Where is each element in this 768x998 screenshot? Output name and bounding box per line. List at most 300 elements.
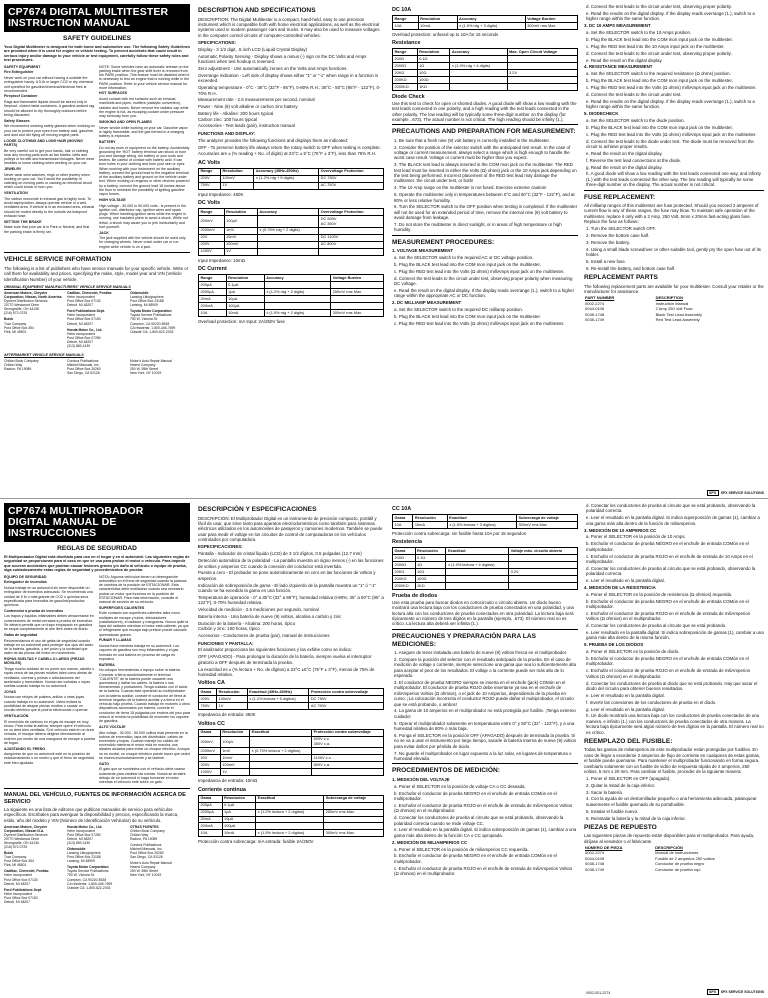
parts-cell: Red Test Lead Assembly <box>655 317 700 323</box>
list-item: a. Poner el SELECTOR en la posición de voltaje CA o CC deseada. <box>394 783 526 789</box>
es-spx-logo: SPX SPX SERVICE SOLUTIONS <box>707 989 764 995</box>
es-oem-addresses <box>4 825 190 906</box>
table-cell: 1KΩ <box>415 583 446 590</box>
table-note: Protección contra sobrecarga: sin fusible hasta 10A por 15 segundos <box>392 531 526 536</box>
table-cell: 20KΩ <box>393 569 416 576</box>
safety-item-text: Los trapos y líquidos inflamables deben almacenarse en contenedores de metal cerrados a prueba de incendios. Se deberá permitir que un trapo empapado en gasolina se seque completamente al aire libre antes de tirarlo. <box>4 614 94 632</box>
table-header: Gama <box>393 548 416 555</box>
table-cell <box>257 234 318 241</box>
publisher-name: Buick <box>4 851 14 856</box>
en-oem-addresses <box>4 291 190 350</box>
table-cell <box>324 816 384 823</box>
es-dc10-table <box>392 506 578 536</box>
list-item: 6. Re-install the battery, and bottom case half. <box>586 265 676 271</box>
en-oem-heading: ORIGINAL EQUIPMENT MANUFACTURERS' VEHICLE SERVICE MANUALS <box>4 285 131 290</box>
address-column <box>4 825 64 906</box>
table-cell <box>264 296 331 303</box>
es-column-2 <box>198 503 384 846</box>
en-aftermarket-addresses <box>4 359 190 375</box>
safety-equipment-heading: SAFETY EQUIPMENT <box>4 64 41 69</box>
en-spec-list <box>198 47 384 129</box>
list-item: 5. Operar el multiprobador solamente en temperaturas entre 0° y 50°C (32° - 122°F), y a una humedad relativa de 80% o más baja. <box>394 720 575 732</box>
safety-item-heading: JEWELRY <box>4 166 22 171</box>
table-cell: 2000μA <box>199 809 223 816</box>
table-row <box>393 63 578 70</box>
publisher-address: Cordura Publications Mitchell Manuals, Inc. Post Office Box 26260 San Diego, CA 92126 <box>67 358 101 376</box>
table-row <box>393 77 578 84</box>
list-item: g. Read the result on the digital display. <box>586 164 663 170</box>
table-cell: 10A <box>393 522 413 529</box>
table-cell: ± (1.5% rdg + 3 digits) <box>457 23 525 30</box>
safety-item-heading: SMOKING AND OPEN FLAMES <box>99 119 152 124</box>
address-column <box>130 825 190 906</box>
safety-item-heading: HIGH VOLTAGE <box>99 197 126 202</box>
list-item: c. Enchufar el conductor de prueba ROJO en el enchufe de entrada de 10 Amps en el multiprobador. <box>586 553 753 564</box>
list-item: e. Read the results on the digital display. If the display reads overrange (1.), switch to a higher range within the same function. <box>586 10 755 22</box>
en-safety-heading: SAFETY GUIDELINES <box>62 35 132 43</box>
table-header: Range <box>199 168 221 175</box>
es-safety-heading: REGLAS DE SEGURIDAD <box>57 545 137 553</box>
safety-item-text: The carbon monoxide in exhaust gas is highly toxic. To avoid asphyxiation, always operate vehicle in a well-ventilated area. If vehicle is in an enclosed area, exhaust should be routed directly to the outside via leakproof exhaust hose. <box>4 196 95 218</box>
publisher-name: American Motors, Chrysler Corporation, Nissan, North America <box>4 290 62 300</box>
table-header: Resolution <box>417 49 450 56</box>
table-cell: 10Ω <box>415 569 446 576</box>
table-row <box>393 569 578 576</box>
table-header: Accuracy <box>264 275 331 282</box>
table-cell: 200mV <box>199 216 225 228</box>
table-cell <box>264 282 331 289</box>
table-cell: 10mA <box>222 830 256 837</box>
table-cell: 10A <box>393 23 419 30</box>
table-row <box>199 769 384 776</box>
parts-header: NÚMERO DE PIEZA <box>585 844 623 850</box>
table-cell: DC 500V AC 350V <box>319 216 384 228</box>
table-cell: 2000Ω <box>393 63 418 70</box>
en-meas-1-list <box>392 255 578 299</box>
table-cell: 2000μA <box>199 289 227 296</box>
table-cell: 0.1Ω <box>415 555 446 562</box>
table-header: Protección contra sobrevoltaje <box>309 689 384 696</box>
table-cell: ± (1.0% rdg + 4 digits) <box>450 63 507 70</box>
publisher-address: Lansing Lithographers Post Office Box 23188 Lansing, MI 48909 <box>130 295 164 308</box>
table-cell: 10mA <box>226 309 264 316</box>
en-desc-text: DESCRIPTION: The Digital Multitester is a compact, hand-held, easy to use precision instrument which is compatible both with home electrical applications, as well as the electrical systems used in modern passenger cars and trucks. It may also be used to measure voltages in the computer control circuits of computer-controlled vehicles. <box>198 16 380 38</box>
publisher-name: OTRAS FUENTES <box>130 824 159 829</box>
table-cell <box>507 77 577 84</box>
safety-item-text: Nunca fume mientras trabaja en su automóvil. Los vapores de gasolina son muy inflamables y el gas formado en una batería en proceso de carga es explosivo. <box>99 644 180 661</box>
table-cell: 3.2V <box>509 569 578 576</box>
table-cell: 10A <box>199 830 223 837</box>
table-row <box>199 216 384 228</box>
table-row <box>199 755 384 762</box>
safety-item-text: High voltage - 30,000 to 50,000 volts - is present in the ignition coil, distributor cap, ignition wires and spark plugs. When handling ignition wires while the engine is running, use insulated pliers to avoid a shock. While not lethal, a shock may cause you to jerk involuntarily and hurt yourself. <box>99 203 188 229</box>
safety-item-heading: LOOSE CLOTHING AND LONG HAIR (MOVING PARTS) <box>4 138 83 147</box>
list-item: 1. Poner el SELECTOR en OFF (apagado). <box>586 775 671 781</box>
table-header: Resolution <box>220 168 253 175</box>
table-note: Overload protection: unfused up to 10A for 15 seconds <box>392 32 499 37</box>
list-item: d. Conectar los conductores de prueba al circuito que se está probando, observando la polaridad correcta. <box>586 503 756 514</box>
table-cell: ± (1.2% rdg + 2 digits) <box>264 289 331 296</box>
table-cell: 100mV <box>224 241 257 248</box>
es-meas-5-list <box>584 649 764 735</box>
table-row <box>393 555 578 562</box>
table-cell: 200Ω <box>393 555 416 562</box>
table-header: Gama <box>199 795 223 802</box>
list-item: c. Enchufar el conductor de prueba ROJO en el enchufe de entrada de miliAmperios Voltios (Ω ohmios) en el multiprobador. <box>394 865 573 876</box>
parts-row <box>584 318 764 323</box>
table-cell: 200mV <box>199 736 221 748</box>
table-cell: 100μV <box>224 216 257 228</box>
safety-item-text: El monóxido de carbono en el gas de escape es muy tóxico. Para evitar la asfixia, siempre opere el vehículo en un área bien ventilada. Si el vehículo está en un área cerrada, el escape deberá dirigirse directamente al exterior por medio de una manguera de escape a prueba de fugas. <box>4 719 95 745</box>
safety-item-text: Be very careful not to get your hands, hair or clothing near any moving parts such as fan blades, belts and pulleys or throttle and transmission linkages. Never wear neckties or loose clothing when working on your car. <box>4 148 95 166</box>
list-item: a. Set the SELECTOR switch to the required DC milliamp position. <box>394 307 524 313</box>
safety-item-text: Nunca use relojes de pulsera, anillos u otras joyas cuando trabaja en su automóvil. Usted evitará la posibilidad de atrapar piezas móviles o causar un circuito eléctrico que le podría electrocutar o quemar. <box>4 695 89 713</box>
spanish-manual <box>0 499 768 998</box>
table-cell <box>319 227 384 234</box>
table-cell: 2000Ω <box>393 562 416 569</box>
table-title: Resistance <box>392 40 421 47</box>
es-diode-heading: Prueba de diodos <box>392 593 438 600</box>
list-item: e. Leer el resultado en la pantalla digital. <box>586 578 665 583</box>
table-row <box>199 823 384 830</box>
table-cell <box>509 555 578 562</box>
en-dcv-table <box>198 200 384 263</box>
table-cell: 100μA <box>226 302 264 309</box>
list-item: Battery life - Alkaline: 200 hours typical Carbon zinc: 100 hours typical <box>198 111 274 122</box>
safety-item-heading: AJUSTANDO EL FRENO <box>4 746 46 751</box>
es-safety-intro: El Multiprobador Digital está diseñado para uso en el hogar y en el automóvil. Las siguientes reglas de seguridad se proporcionan para el caso en que se usa para probar el motor o vehículo. Para impedir que ocurran accidentes que podrían causar lesiones graves y/o daño al vehículo o equipo de prueba, siga cuidadosamente estas reglas de seguridad y procedimientos de prueba. <box>4 554 190 573</box>
table-cell: 1μA <box>222 809 256 816</box>
en-func-off: OFF - To preserve battery life always return the rotary switch to OFF when testing is complete. <box>198 144 381 150</box>
parts-cell: 0038-1748 <box>585 311 605 317</box>
table-row <box>199 248 384 255</box>
safety-item-text: Evite contacto con superficies calientes tales como múltiples de escape y tubos, silenciadores (catalizadores), el radiador y mangueras. Nunca quite la tapa del radiador mientras el motor está caliente, ya que el refrigerante que escapa bajo presión puede causarle quemaduras graves. <box>99 611 189 637</box>
list-item: b. Plug the BLACK test lead into the COM mon input jack on the multitester. <box>394 314 541 320</box>
table-cell: DC 750V <box>319 175 384 182</box>
en-fuse-text: All milliamp ranges of this multitester are fuse protected. Should you exceed 2 amperes of current flow in any of these ranges, the fuse may blow. To maintain safe operation of the multitester, replace it only with a 2 Amp, 250 Volt, 5mm x 20mm fast-acting glass fuse. Replace the fuse as follows: <box>584 203 759 225</box>
en-column-2 <box>198 4 384 326</box>
list-item: d. Connect the test leads to the circuit under test, observing proper polarity. <box>586 50 732 56</box>
publisher-address: Helm Incorporated Post Office Box 07130 Detroit, MI 48207 <box>67 295 101 308</box>
table-header: Exactitud <box>446 548 509 555</box>
table-header: Exactitud (45Hz-450Hz) <box>247 689 309 696</box>
list-item: h. Un diodo mostrará una lectura baja con los conductores de prueba conectados de una manera, e infinito (1.) con los conductores de prueba conectados de otra manera. La lectura baja típicamente será algún número de tres dígitos en la pantalla. El número real no es crítico. <box>586 713 764 735</box>
list-item: Display - 3 1/2 digit, .5 inch LCD (Liquid Crystal Display) <box>198 46 308 52</box>
table-note: Impedancia de entrada: 10mΩ <box>198 778 258 784</box>
table-row <box>199 703 384 710</box>
table-header: Resolución <box>415 548 446 555</box>
en-dc10-table <box>392 7 578 37</box>
table-header: Accuracy <box>457 16 525 23</box>
publisher-address: Helm Incorporated Post Office Box 07150 Detroit, MI 48207 <box>4 891 38 904</box>
es-c4-top-list <box>584 503 764 526</box>
table-cell <box>250 736 312 748</box>
safety-item-heading: Contenedor a prueba de incendios <box>4 608 64 613</box>
list-item: a. Poner el SELECTOR en la posición de miliamperios CC requerida. <box>394 846 529 852</box>
en-vehicle-heading: VEHICLE SERVICE INFORMATION <box>4 256 112 264</box>
table-title: CC 10A <box>392 506 412 512</box>
es-meas-heading: PROCEDIMIENTOS DE MEDICIÓN: <box>392 767 500 775</box>
list-item: b. Plug the BLACK test lead into the COM mon input jack on the multitester. <box>394 262 541 268</box>
table-cell: ± (0.75% rdg + 2 digits) <box>257 227 318 234</box>
table-cell: 200μA <box>199 282 227 289</box>
spec-table <box>392 514 578 529</box>
table-row <box>393 562 578 569</box>
table-note: Protección contra sobrecarga: mA entrada: fusible 2A/250V <box>198 839 314 845</box>
es-vehicle-heading: MANUAL DEL VEHÍCULO, FUENTES DE INFORMACIÓN ACERCA DE SERVICIO <box>4 791 186 805</box>
table-cell <box>250 755 312 762</box>
table-cell <box>450 70 507 77</box>
table-cell <box>331 302 384 309</box>
es-meas-3: 3. MEDICIÓN DE 10 AMPERIOS CC <box>584 527 657 533</box>
parts-cell: Instruction Manual <box>655 300 689 306</box>
en-safety-col-a <box>4 65 95 251</box>
parts-table <box>584 296 764 323</box>
es-prec-list <box>392 650 578 761</box>
table-cell: ± (1.0% lectura + 4 dígitos) <box>446 562 509 569</box>
table-header: Protección contra sobrevoltaje <box>312 729 384 736</box>
table-cell: ± (1.5% lectura + 3 dígitos) <box>447 522 516 529</box>
table-header: Range <box>199 209 225 216</box>
safety-item-heading: BATTERY <box>99 139 116 144</box>
list-item: Duración de la batería - Alcalina: 200 horas, típico Carbón y zinc: 100 horas, típico <box>198 620 296 632</box>
list-item: a. Poner el SELECTOR en la posición de diodo. <box>586 649 680 655</box>
list-item: 2. Remove the bottom case half. <box>586 232 650 238</box>
table-cell: 100Ω <box>415 576 446 583</box>
table-header: Range <box>199 275 227 282</box>
table-cell: 2000KΩ <box>393 583 416 590</box>
list-item: 5. Install a new fuse. <box>586 258 627 264</box>
table-cell: 100mV <box>220 762 249 769</box>
list-item: a. Set the SELECTOR switch to the required AC or DC voltage position. <box>394 255 534 261</box>
table-cell: 10mV <box>220 755 249 762</box>
safety-item-text: Never smoke while working on your car. Gasoline vapor is highly flammable, and the gas formed in a charging battery is explosive. <box>99 125 188 139</box>
spec-table <box>198 274 384 317</box>
safety-item-heading: JOYAS <box>4 689 16 694</box>
table-cell <box>324 802 384 809</box>
list-item: 7. No guarde el multiprobador en lugar expuesto a la luz solar, en lugares de temperatura o humedad elevada. <box>394 750 572 761</box>
table-cell: 200V <box>199 762 221 769</box>
safety-item-text: Rags and flammable liquids should be stored only in fireproof, closed metal containers. A gasoline-soaked rag should be allowed to dry thoroughly outdoors before being discarded. <box>4 100 95 117</box>
table-row <box>199 762 384 769</box>
list-item: f. Invertir las conexiones de los conductores de prueba en el diodo. <box>586 699 717 705</box>
safety-item-text: Do not lay tools or equipment on the battery. Accidentally grounding the 'HOT' battery terminal can shock or burn you and damage wiring, the battery or your tools and testers. Be careful of contact with battery acid. It can burn holes in your clothing and burn your skin or eyes. When working with your instrument on the auxiliary battery, connect the ground lead to the negative terminal of the auxiliary battery and ground on the vehicle under test. When working on engines or other devices powered by a battery, connect the ground lead 18 inches above the floor to minimize the possibility of igniting gasoline vapor fumes. <box>99 145 190 197</box>
safety-item-heading: HOT SURFACES <box>99 91 128 96</box>
es-fuse-text: Todas las gamas de miliamperios de este multiprobador están protegidas por fusibles. En caso de llegar a excederse 2 amperios de flujo de corriente en cualquiera de estas gamas, el fusible puede quemarse. Para mantener el multiprobador funcionando en forma segura, cambiarlo solamente con un fusible de vidrio de respuesta rápida de 2 amperios, 250 voltios, 5 mm x 20 mm. Para cambiar el fusible, proceder de la siguiente manera: <box>584 747 761 774</box>
table-cell: 10μA <box>222 816 256 823</box>
table-cell: ± (1.2% lectura + 2 dígitos) <box>256 809 324 816</box>
es-diode-text: Use esta prueba para buscar diodos en cortocircuito o circuito abierto. Un diodo bueno mostrará una lectura baja con los conductores de prueba conectados en una polaridad, y una lectura alta con los conductores de prueba conectados en otra polaridad. La lectura baja será típicamente un número de tres dígitos en la pantalla (ejemplo, .673). El número real no es crítico. La lectura alta deberá ser infinita (1.). <box>392 599 574 627</box>
en-meas-2: 2. DC MILLIAMP MEASUREMENT <box>392 300 462 306</box>
en-res-table <box>392 40 578 91</box>
list-item: c. Enchufar el conductor de prueba ROJO en el enchufe de entrada de miliAmperios Voltios (Ω ohmios) en el multiprobador. <box>586 610 751 622</box>
table-cell: 2000mV <box>199 227 225 234</box>
publisher-name: Toyota Motor Corporation <box>67 865 109 870</box>
list-item: b. Plug the BLACK test lead into the COM mon input jack on the multitester. <box>586 124 733 130</box>
safety-item-text: Recomendamos el uso de gafas de seguridad cuando trabaje en su automóvil para proteger sus ojos del ácido de la batería, gasolina, y del polvo y la suciedad que salen de las piezas del motor en movimiento. <box>4 638 94 656</box>
safety-item-text: Avoid contact with hot surfaces such as exhaust manifolds and pipes, mufflers (catalytic converters), radiator and hoses. Never remove the radiator cap while the engine is hot, as escaping coolant under pressure may seriously burn you. <box>99 97 189 119</box>
es-column-4 <box>584 503 764 875</box>
en-meas-1: 1. VOLTAGE MEASUREMENT <box>392 248 454 254</box>
publisher-name: Honda Motor Co., Ltd. <box>67 824 103 829</box>
publisher-address: Tuar Company Post Office Box 354 Flint, MI 48501 <box>4 855 34 868</box>
list-item: Temperatura de operación - 0° a 35°C (32° a 95°F), humedad relativa 0-80%; 35° a 50°C (95° a 122°F), 0-70% humedad relativa. <box>198 594 384 606</box>
table-row <box>199 302 384 309</box>
publisher-address: Helm Incorporated Post Office Box 07150 Detroit, MI 48207 <box>67 313 101 326</box>
safety-item-text: El gato que se suministra con el vehículo debe usarse solamente para cambiar las ruedas. Nunca se arrastre debajo de un automóvil ni haga funcionar el motor mientras el vehículo esté sobre un gato. <box>99 767 186 785</box>
table-title: Voltios CA <box>198 680 225 687</box>
es-acv-table <box>198 680 384 717</box>
es-fuse-heading: REEMPLAZO DEL FUSIBLE: <box>584 737 673 745</box>
table-cell: 1KΩ <box>417 84 450 91</box>
safety-item-text: Alto voltaje - 30.000 - 50.000 voltios está presente en la bobina de encendido, tapa del distribuidor, cables de encendido y bujías. Cuando maneje los cables de encendido mientras el motor está en marcha, use alicates aislados para evitar un choque eléctrico. Aunque no es mortal, un choque eléctrico puede hacer que usted se mueva involuntariamente y se lastime. <box>99 730 190 760</box>
table-cell: 1μA <box>226 289 264 296</box>
table-cell <box>509 583 578 590</box>
safety-item-text: The jack supplied with the vehicle should be used only for changing wheels. Never crawl under car or run engine while vehicle is on a jack. <box>99 236 186 249</box>
table-row <box>199 241 384 248</box>
publisher-address: Helm Incorporated Post Office Box 07280 Detroit, MI 48207 (313) 883-1430 <box>67 331 101 348</box>
en-meas-2-list <box>392 307 578 326</box>
table-cell: 0.1μA <box>222 802 256 809</box>
en-func-text: The analyzer provides the following functions and displays them as indicated: <box>198 137 349 143</box>
table-cell <box>450 56 507 63</box>
table-cell <box>312 748 384 755</box>
publisher-name: Ford Publications Dept. <box>4 887 43 892</box>
safety-item-text: NOTE: Some vehicles have an automatic release on the parking brake when the gear shift lever is removed from the PARK position. This feature must be disabled when it is necessary to test an engine that is running while in the PARK position. Refer to your vehicle service manual for more information. <box>99 64 190 90</box>
spec-table <box>198 168 384 190</box>
table-title: Voltios CC <box>198 720 225 727</box>
list-item: 4. The 10 Amp range on the multitester is not fused. Exercise extreme caution! <box>394 185 547 191</box>
list-item: 3. El conductor de prueba NEGRO siempre se inserta en el enchufe (jack) COMún en el multiprobador. El conductor de prueba ROJO debe insertarse ya sea en el enchufe de miliAmperios Voltios (Ω ohmios), o el jack de 10 Amperios, dependiendo de la prueba en curso. ¡La colocación incorrecta el conductor ROJO puede dañar el multiprobador, el circuito que se está probando, o ambos! <box>394 680 574 707</box>
es-func-off: OFF (APAGADO) - Para prolongar la duración de la batería, siempre vuelva el interruptor giratorio a OFF después de terminada la prueba. <box>198 654 372 665</box>
table-cell: 200mA <box>199 823 223 830</box>
table-title: Resistencia <box>392 539 422 546</box>
safety-item-heading: Fireproof Container <box>4 94 38 99</box>
en-safety-col-b <box>99 65 190 251</box>
parts-cell: Fusible de 2 amperios 250 voltios <box>655 855 715 861</box>
table-header: Resolution <box>226 275 264 282</box>
parts-cell: Conductor de prueba rojo <box>655 866 701 872</box>
parts-cell: 0044-0108 <box>585 306 605 312</box>
es-func-heading: FUNCIONES Y PANTALLA: <box>198 640 254 646</box>
list-item: 1. Be sure that a fresh nine (9) volt battery is correctly installed in the multitester. <box>394 137 550 143</box>
list-item: 3. Sacar la batería. <box>586 789 624 795</box>
table-cell: 10μA <box>226 296 264 303</box>
table-row <box>199 234 384 241</box>
list-item: Indicación de sobreposición de gama - El lado izquierdo de la pantalla muestra un "1" ó "-1" cuando se ha excedido la gama en una función. <box>198 582 377 594</box>
table-row <box>199 816 384 823</box>
es-column-3 <box>392 503 578 878</box>
table-cell: 200μA <box>199 802 223 809</box>
safety-item-text: Asegúrese de que su automóvil esté en la posición de estacionamiento o en neutro y que el freno de seguridad esté bien ajustado. <box>4 752 94 765</box>
table-row <box>199 296 384 303</box>
list-item: e. Leer el resultado en la pantalla digital. <box>586 692 665 698</box>
spec-table <box>198 729 384 776</box>
list-item: d. Connect the test leads to the circuit under test, observing proper polarity when measuring DC voltage. <box>394 275 573 287</box>
table-cell <box>450 84 507 91</box>
list-item: Puesta a cero - El probador se pone automáticamente en cero en las funciones de voltios y amperios. <box>198 570 376 581</box>
table-cell: ± (1.2% rdg + 5 digits) <box>254 175 319 182</box>
list-item: 4. Con la ayuda de un destornillador pequeño o una herramienta adecuada, palanquear suavemente el fusible quemado de su portafusible. <box>586 796 757 807</box>
publisher-name: Ford Publications Dept. <box>67 309 106 314</box>
en-column-1 <box>4 4 190 375</box>
table-header: Resolución <box>413 515 447 522</box>
publisher-name: Oldsmobile <box>67 847 86 851</box>
table-cell: 200Ω <box>393 56 418 63</box>
table-note: Impedancia de entrada: 450K <box>198 712 256 718</box>
table-row <box>393 576 578 583</box>
table-cell: 100mV <box>220 175 253 182</box>
publisher-name: Honda Motor Co., Ltd. <box>67 327 103 332</box>
parts-cell: 0002-2274 <box>585 850 605 856</box>
safety-item-heading: VENTILATION <box>4 191 28 196</box>
publisher-address: Motor's Auto Repair Manual Hearst Company 250 W. 55th Street New York, NY 10019 <box>130 861 172 878</box>
es-meas-1: 1. MEDICIÓN DEL VOLTAJE <box>392 776 450 782</box>
safety-item-heading: BATERÍA <box>99 662 115 667</box>
en-column-4 <box>584 4 764 325</box>
table-row <box>199 282 384 289</box>
list-item: 4. La gama de 10 amperios en el multiprobador no está protegida por fusible. ¡Tenga extremo cuidado! <box>394 708 576 719</box>
safety-item-text: Never work on your car without having a suitable fire extinguisher handy. A 5-lb or larger CO2 or dry chemical unit specified for gasoline/chemical/electrical fires is recommended. <box>4 76 94 93</box>
list-item: Accessories - Test leads (pair), instruction manual <box>198 123 295 129</box>
table-cell: 250mV rms Max. <box>324 809 384 816</box>
list-item: c. Plug the RED test lead into the Volts (Ω ohms) milliAmps input jack on the multitester. <box>394 320 565 326</box>
list-item: c. Enchufar el conductor de prueba ROJO en el enchufe de entrada de miliAmperios Voltios (Ω ohmios) en el multiprobador. <box>586 668 751 679</box>
table-row <box>393 84 578 91</box>
en-dca-table <box>198 266 384 324</box>
es-dcv-table <box>198 721 384 784</box>
parts-cell: 0002-2274 <box>585 300 605 306</box>
publisher-address: Chilton Book Company Chilton Way Radnor, PA 19089 <box>4 358 39 372</box>
table-cell <box>256 802 324 809</box>
address-column <box>67 825 127 906</box>
table-cell: 800V c.a. <box>312 762 384 769</box>
list-item: b. Enchufar el conductor de prueba NEGRO en el enchufe de entrada COMún en el multiprobador. <box>586 541 749 552</box>
table-cell: 0.1Ω <box>417 56 450 63</box>
safety-item-heading: GATO <box>99 761 110 766</box>
table-row <box>393 23 578 30</box>
table-header: Max. Open Circuit Voltage <box>507 49 577 56</box>
table-cell: AC 800V <box>319 241 384 248</box>
parts-header: DESCRIPCIÓN <box>655 844 683 850</box>
parts-cell: 0044-0108 <box>585 855 605 861</box>
table-header: Exactitud <box>250 729 312 736</box>
es-vehicle-text: La siguiente es una lista de editores que publican manuales de servicio para vehículos específicos. Escríbales para averiguar la disponibilidad y precios, especificando la marca, estilo, año del modelo y VIN (Número de Identificación Vehicular) de su vehículo. <box>4 806 179 823</box>
publisher-name: Buick <box>4 317 14 322</box>
publisher-name: American Motors, Chrysler Corporation, Nissan N.A. <box>4 824 48 833</box>
table-row <box>199 227 384 234</box>
es-desc-text: DESCRIPCIÓN: El Multiprobador Digital es un instrumento de precisión compacto, portátil y fácil de usar, que sirve tanto para aparatos electrodomésticos como también para sistemas eléctricos utilizados en los automóviles de pasajeros y camiones modernos. También se puede usar para medir el voltaje en los circuitos de control de computadoras en los vehículos controlados por computadora. <box>198 515 383 543</box>
publisher-address: Toyota Service Publications 750 W. Victoria St. Compton, CA 90220-5538 CA residents: 1-800-445-7699 Outside CA: 1-800-622-2033 <box>67 869 113 890</box>
list-item: b. Enchufar el conductor de prueba NEGRO en el enchufe de entrada COMún en el multiprobador. <box>394 790 557 801</box>
table-cell <box>331 296 384 303</box>
list-item: c. Plug the RED test lead into the Volts (Ω ohms) milliAmps input jack on the multitester. <box>586 85 757 90</box>
table-cell: 10Ω <box>417 70 450 77</box>
table-cell: 200KΩ <box>393 576 416 583</box>
list-item: c. Enchufar el conductor de prueba ROJO en el enchufe de entrada de miliAmperios Voltios (Ω ohmios) en el multiprobador. <box>394 802 573 814</box>
table-cell: 200V <box>199 241 225 248</box>
table-cell <box>250 762 312 769</box>
table-header: Gama <box>199 689 217 696</box>
list-item: 2. Quitar la mitad de la caja inferior. <box>586 782 656 788</box>
table-cell: 1V <box>220 182 253 189</box>
list-item: d. Conectar los conductores de prueba al circuito que se está probando, observando la polaridad correcta. <box>586 565 756 577</box>
table-cell: 750V <box>199 703 217 710</box>
table-cell <box>507 84 577 91</box>
table-note: Input Impedance: 10mΩ <box>198 257 245 263</box>
table-header: Resolution <box>418 16 457 23</box>
table-cell <box>257 241 318 248</box>
